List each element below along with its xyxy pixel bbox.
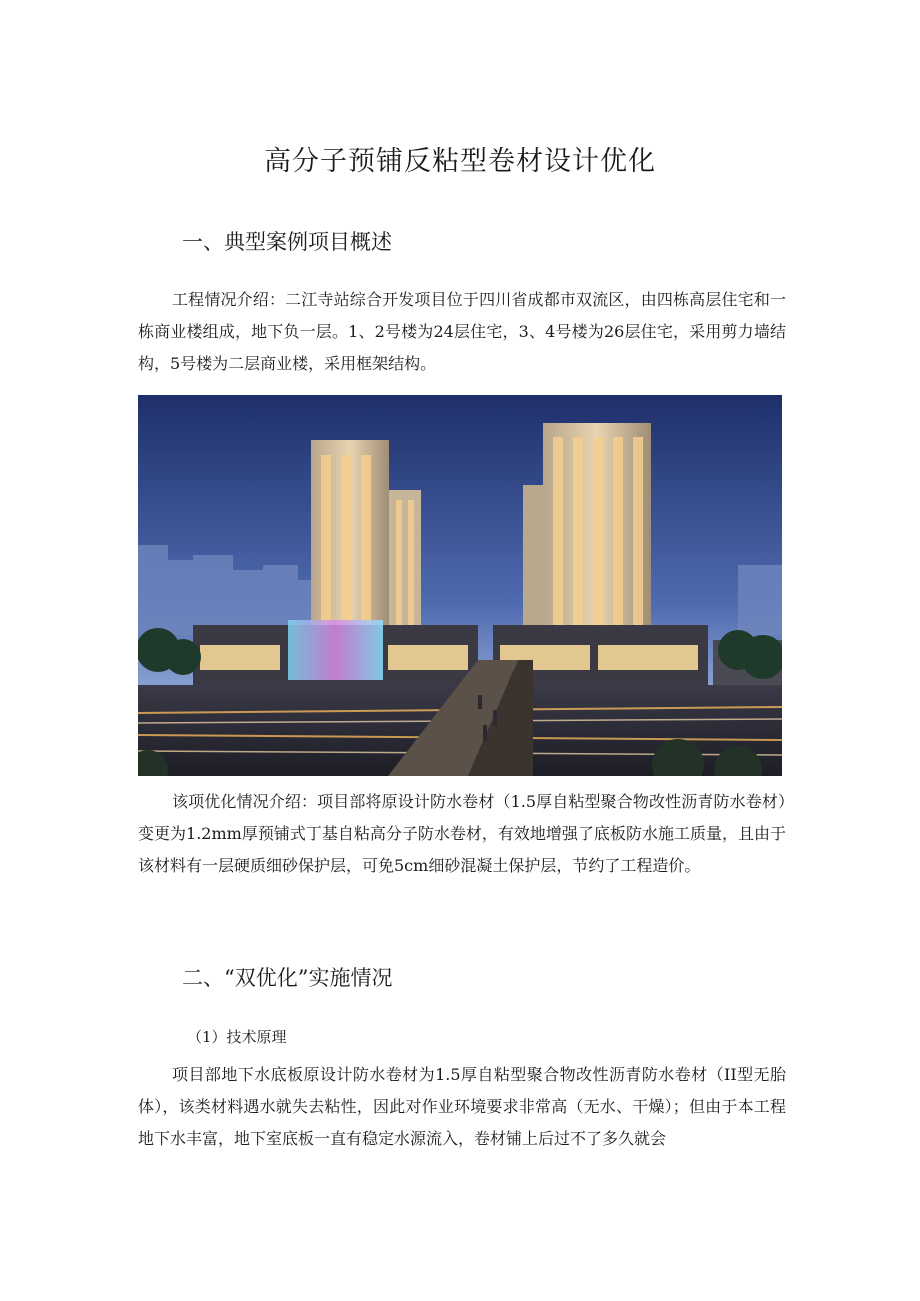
- paragraph-optimization-intro: 该项优化情况介绍：项目部将原设计防水卷材（1.5厚自粘型聚合物改性沥青防水卷材）变更为1.2mm厚预铺式丁基自粘高分子防水卷材，有效地增强了底板防水施工质量，且由于该材料有一层硬质细砂保护层，可免5cm细砂混凝土保护层，节约了工程造价。: [138, 792, 786, 875]
- paragraph-technical-principle: 项目部地下水底板原设计防水卷材为1.5厚自粘型聚合物改性沥青防水卷材（II型无胎体），该类材料遇水就失去粘性，因此对作业环境要求非常高（无水、干燥）；但由于本工程地下水丰富，地下室底板一直有稳定水源流入，卷材铺上后过不了多久就会: [138, 1065, 786, 1148]
- paragraph-project-intro: 工程情况介绍：二江寺站综合开发项目位于四川省成都市双流区，由四栋高层住宅和一栋商业楼组成，地下负一层。1、2号楼为24层住宅，3、4号楼为26层住宅，采用剪力墙结构，5号楼为二层商业楼，采用框架结构。: [138, 290, 786, 373]
- section-heading-overview: 一、典型案例项目概述: [182, 230, 392, 254]
- project-rendering-image: [138, 395, 782, 776]
- document-title: 高分子预铺反粘型卷材设计优化: [264, 146, 656, 177]
- subheading-technical-principle: （1）技术原理: [187, 1028, 287, 1046]
- section-heading-implementation: 二、“双优化”实施情况: [182, 966, 393, 990]
